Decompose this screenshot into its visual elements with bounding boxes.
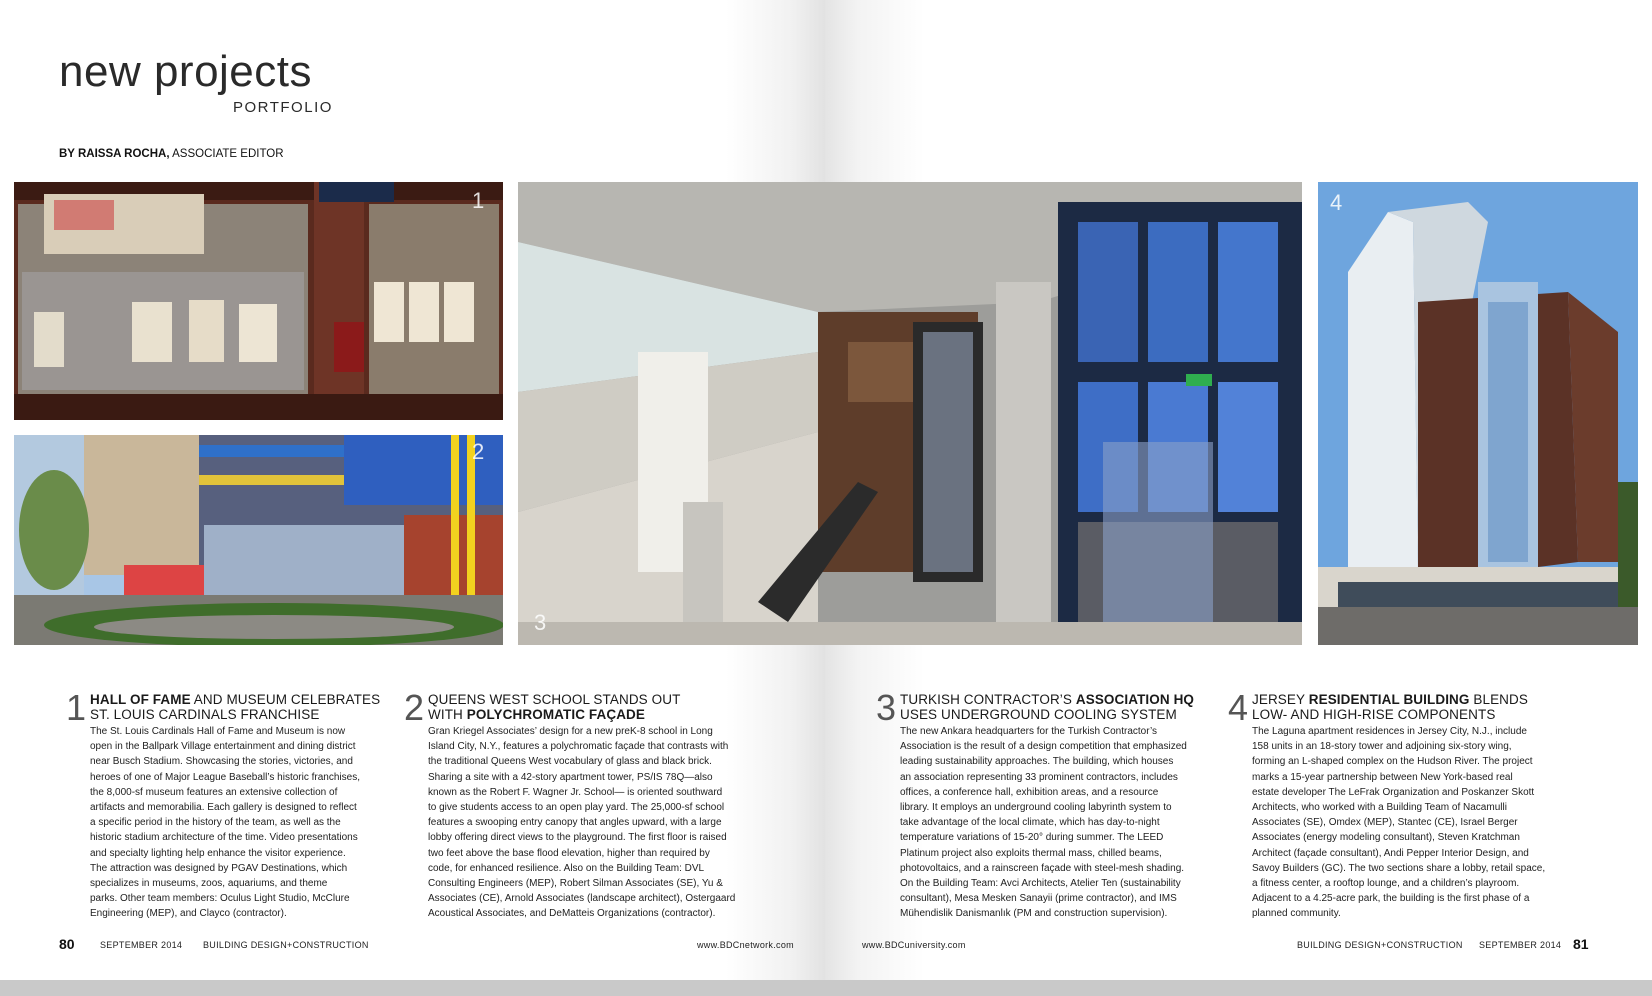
story-body: The St. Louis Cardinals Hall of Fame and Museum is now open in the Ballpark Village entertainment and dining district near Busch Stadium. Showcasing the stories, victories, and heroes of one of Major League Baseball’s historic franchises, the 8,000-sf museum features an extensive collection of artifacts and memorabilia. Each gallery is designed to reflect a specific period in the history of the team, as well as the historic stadium architecture of the time. Video presentations and specialty lighting help enhance the visitor experience. The attraction was designed by PGAV Destinations, which specializes in museums, zoos, aquariums, and theme parks. Other team members: Oculus Light Studio, McClure Engineering (MEP), and Clayco (contractor).	[90, 726, 360, 920]
story-number: 4	[1228, 687, 1249, 728]
right-footer-date: SEPTEMBER 2014	[1479, 940, 1562, 950]
headline-line-2: LOW- AND HIGH-RISE COMPONENTS	[1252, 707, 1496, 722]
photo-jersey-residential	[1318, 182, 1638, 645]
byline	[59, 148, 284, 160]
headline-tail: BLENDS	[1469, 692, 1528, 707]
headline-line-2: USES UNDERGROUND COOLING SYSTEM	[900, 707, 1177, 722]
byline-name: BY RAISSA ROCHA,	[59, 148, 170, 160]
section-subtitle: PORTFOLIO	[233, 99, 333, 116]
headline-line-1: QUEENS WEST SCHOOL STANDS OUT	[428, 692, 681, 707]
story-headline	[428, 692, 758, 722]
story-body: Gran Kriegel Associates’ design for a new preK-8 school in Long Island City, N.Y., features a polychromatic façade that contrasts with the traditional Queens West vocabulary of glass and black brick. Sharing a site with a 42-story apartment tower, PS/IS 78Q—also known as the Robert F. Wagner Jr. School— is oriented southward to give students access to an open play yard. The 25,000-sf school features a swooping entry canopy that angles upward, with a large lobby offering direct views to the playground. The first floor is raised two feet above the base flood elevation, higher than required by code, for enhanced resilience. Also on the Building Team: DVL Consulting Engineers (MEP), Robert Silman Associates (SE), Yu & Associates (CE), Arnold Associates (landscape architect), Ostergaard Acoustical Associates, and DeMatteis Organizations (contractor).	[428, 726, 736, 920]
story-headline	[90, 692, 400, 722]
story-body: The Laguna apartment residences in Jersey City, N.J., include 158 units in an 18-story tower and adjoining six-story wing, forming an L-shaped complex on the Hudson River. The project marks a 15-year partnership between New York-based real estate developer The LeFrak Organization and Poskanzer Skott Architects, who worked with a Building Team of Nacamulli Associates (SE), Omdex (MEP), Stantec (CE), Israel Berger Associates (energy modeling consultant), Steven Kratchman Architect (façade consultant), Andi Pepper Interior Design, and Savoy Builders (GC). The two sections share a lobby, retail space, a fitness center, a rooftop lounge, and a children’s playroom. Adjacent to a 4.25-acre park, the building is the first phase of a planned community.	[1252, 726, 1546, 920]
right-page-number: 81	[1573, 936, 1589, 952]
story-headline	[1252, 692, 1562, 722]
left-footer-url[interactable]: www.BDCnetwork.com	[697, 940, 794, 950]
left-footer-date: SEPTEMBER 2014	[100, 940, 183, 950]
headline-text: TURKISH CONTRACTOR’S	[900, 692, 1076, 707]
right-footer-magazine: BUILDING DESIGN+CONSTRUCTION	[1297, 940, 1463, 950]
left-page-number: 80	[59, 936, 75, 952]
photo-hall-of-fame	[14, 182, 503, 420]
headline-bold: ASSOCIATION HQ	[1075, 692, 1195, 707]
right-footer-url[interactable]: www.BDCuniversity.com	[862, 940, 966, 950]
headline-line-2: ST. LOUIS CARDINALS FRANCHISE	[90, 707, 320, 722]
left-footer-magazine: BUILDING DESIGN+CONSTRUCTION	[203, 940, 369, 950]
headline-text: JERSEY	[1252, 692, 1309, 707]
photo-number-1: 1	[472, 188, 485, 213]
headline-bold: HALL OF FAME	[90, 692, 191, 707]
story-number: 3	[876, 687, 897, 728]
story-number: 2	[404, 687, 425, 728]
headline-bold: POLYCHROMATIC FAÇADE	[466, 707, 646, 722]
byline-role: ASSOCIATE EDITOR	[172, 148, 284, 160]
headline-text: AND MUSEUM CELEBRATES	[190, 692, 381, 707]
section-title: new projects	[59, 47, 313, 96]
headline-bold: RESIDENTIAL BUILDING	[1308, 692, 1470, 707]
story-headline	[900, 692, 1220, 722]
photo-number-4: 4	[1330, 190, 1343, 215]
story-body: The new Ankara headquarters for the Turkish Contractor’s Association is the result of a design competition that emphasized leading sustainability approaches. The building, which houses an association representing 33 prominent contractors, includes offices, a conference hall, exhibition areas, and a resource library. It employs an underground cooling labyrinth system to take advantage of the local climate, which has day-to-night temperature variations of 15-20° during summer. The LEED Platinum project also exploits thermal mass, chilled beams, photovoltaics, and a rainscreen façade with steel-mesh shading. On the Building Team: Avci Architects, Atelier Ten (sustainability consultant), Mesa Mesken Sanayii (prime contractor), and IMS Mühendislik Danismanlık (PM and construction supervision).	[900, 726, 1187, 920]
photo-number-3: 3	[534, 610, 547, 635]
photo-association-hq-lobby	[518, 182, 1302, 645]
photo-queens-west-school	[14, 435, 503, 645]
photo-number-2: 2	[472, 439, 485, 464]
story-number: 1	[66, 687, 87, 728]
headline-text: WITH	[428, 707, 467, 722]
